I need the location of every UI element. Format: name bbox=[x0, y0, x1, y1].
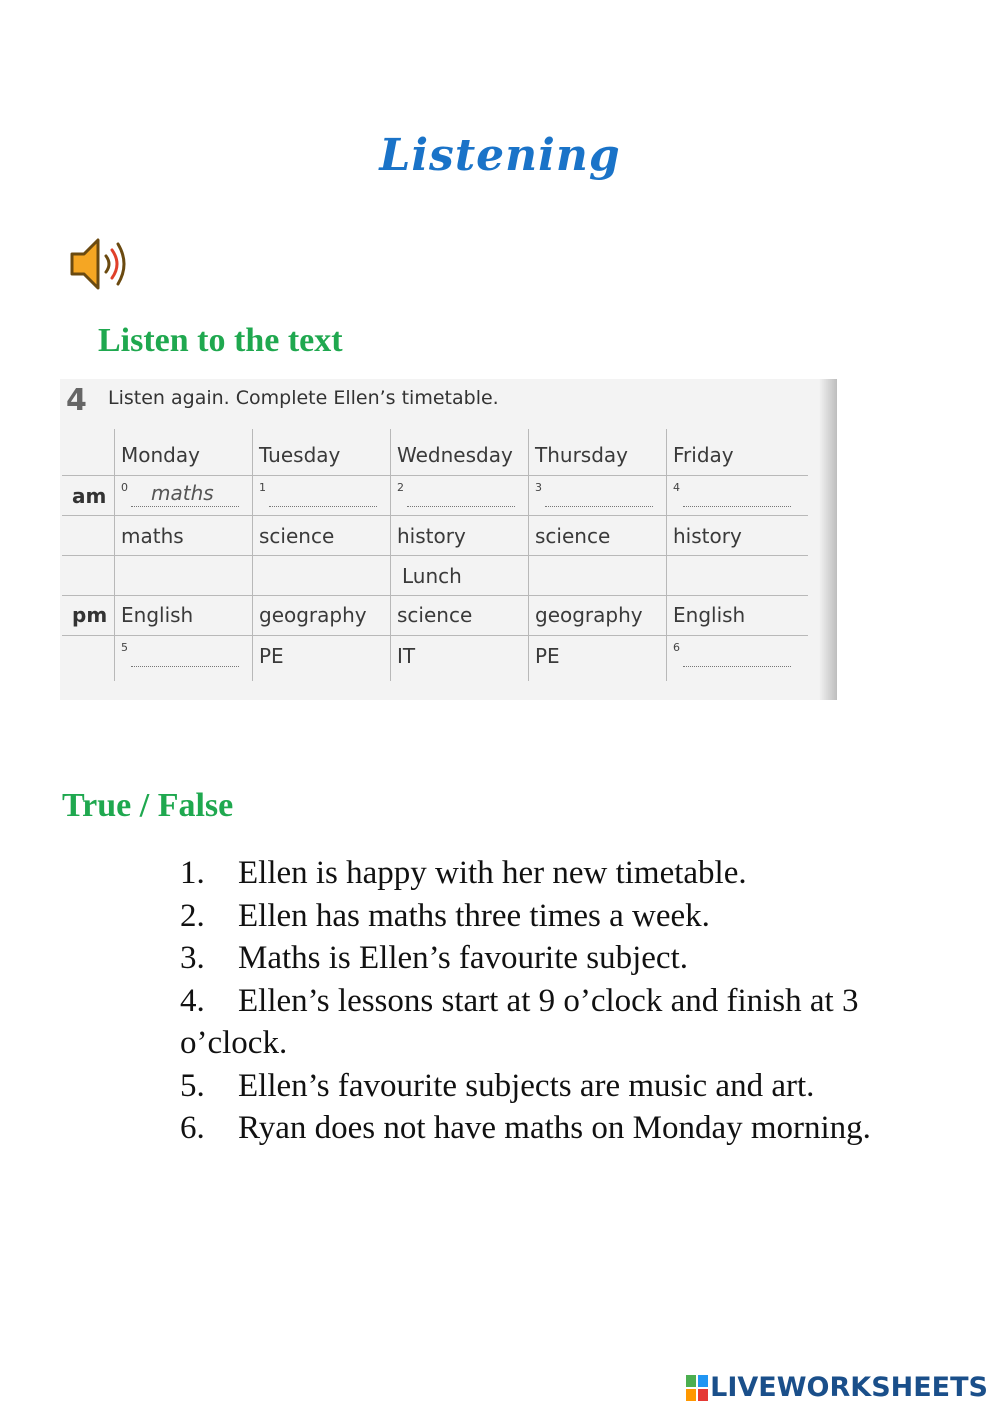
table-cell: PE bbox=[535, 644, 560, 668]
table-cell: geography bbox=[259, 603, 367, 627]
footer-brand bbox=[686, 1372, 988, 1403]
footer-text: LIVEWORKSHEETS bbox=[710, 1372, 988, 1403]
page-title: Listening bbox=[379, 130, 621, 181]
list-item: 1. Ellen is happy with her new timetable. bbox=[180, 855, 747, 891]
list-item: 3. Maths is Ellen’s favourite subject. bbox=[180, 940, 688, 976]
list-item: 4. Ellen’s lessons start at 9 o’clock and finish at 3 o’clock. bbox=[180, 982, 859, 1061]
grid-line bbox=[62, 515, 808, 516]
answer-blank-3[interactable]: 3 bbox=[535, 483, 655, 507]
answer-blank-5[interactable]: 5 bbox=[121, 643, 241, 667]
table-cell: science bbox=[259, 524, 335, 548]
day-header-thursday: Thursday bbox=[535, 443, 628, 467]
answer-blank-2[interactable]: 2 bbox=[397, 483, 517, 507]
table-cell: history bbox=[673, 524, 742, 548]
exercise-number: 4 bbox=[66, 383, 87, 418]
day-header-friday: Friday bbox=[673, 443, 734, 467]
table-cell: history bbox=[397, 524, 466, 548]
answer-blank-0: 0 maths bbox=[121, 483, 241, 507]
exercise-instruction: Listen again. Complete Ellen’s timetable. bbox=[108, 387, 499, 409]
grid-line bbox=[62, 635, 808, 636]
answer-blank-6[interactable]: 6 bbox=[673, 643, 793, 667]
table-cell: science bbox=[535, 524, 611, 548]
day-header-wednesday: Wednesday bbox=[397, 443, 513, 467]
table-cell: IT bbox=[397, 644, 416, 668]
table-cell: maths bbox=[121, 524, 184, 548]
list-item: 2. Ellen has maths three times a week. bbox=[180, 897, 710, 934]
table-cell: science bbox=[397, 603, 473, 627]
table-cell: geography bbox=[535, 603, 643, 627]
am-label: am bbox=[72, 484, 107, 508]
pm-label: pm bbox=[72, 603, 108, 627]
list-item: 6. Ryan does not have maths on Monday morning. bbox=[180, 1110, 871, 1146]
day-header-monday: Monday bbox=[121, 443, 200, 467]
page-shadow bbox=[819, 379, 837, 700]
example-answer: maths bbox=[151, 481, 214, 505]
answer-blank-4[interactable]: 4 bbox=[673, 483, 793, 507]
speaker-icon[interactable] bbox=[66, 234, 130, 294]
statement-list bbox=[180, 852, 950, 1150]
timetable-image bbox=[60, 379, 837, 700]
true-false-heading: True / False bbox=[62, 787, 234, 824]
grid-line bbox=[62, 475, 808, 476]
table-cell: English bbox=[121, 603, 194, 627]
list-item: 5. Ellen’s favourite subjects are music and art. bbox=[180, 1067, 815, 1104]
liveworksheets-logo-icon bbox=[686, 1375, 708, 1401]
day-header-tuesday: Tuesday bbox=[259, 443, 341, 467]
grid-line bbox=[62, 555, 808, 556]
table-cell: English bbox=[673, 603, 746, 627]
answer-blank-1[interactable]: 1 bbox=[259, 483, 379, 507]
lunch-row: Lunch bbox=[402, 564, 462, 588]
table-cell: PE bbox=[259, 644, 284, 668]
listen-heading: Listen to the text bbox=[98, 322, 343, 359]
grid-line bbox=[62, 595, 808, 596]
